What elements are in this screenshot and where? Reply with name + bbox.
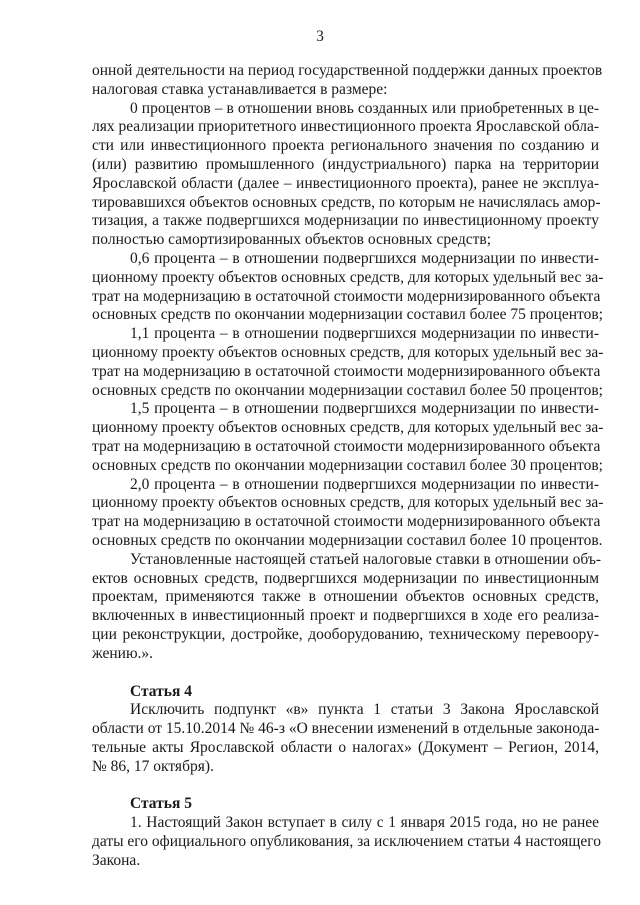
article-4-heading: Статья 4 xyxy=(130,682,192,700)
text-line: тельные акты Ярославской области о налогах» (Документ – Регион, 2014, xyxy=(92,738,599,756)
text-line: 0,6 процента – в отношении подвергшихся модернизации по инвести- xyxy=(130,249,599,267)
text-line: основных средств по окончании модернизации составил более 30 процентов; xyxy=(92,456,603,474)
text-line: 2,0 процента – в отношении подвергшихся модернизации по инвести- xyxy=(130,475,599,493)
text-line: ционному проекту объектов основных средств, для которых удельный вес за- xyxy=(92,494,604,512)
text-line: основных средств по окончании модернизации составил более 10 процентов. xyxy=(92,531,603,549)
text-line: ектов основных средств, подвергшихся модернизации по инвестиционным xyxy=(92,569,599,587)
text-line: Исключить подпункт «в» пункта 1 статьи 3 Закона Ярославской xyxy=(130,701,599,719)
text-line: налоговая ставка устанавливается в размере: xyxy=(92,80,388,98)
text-line: № 86, 17 октября). xyxy=(92,757,214,775)
paragraph xyxy=(92,100,599,250)
text-line: Закона. xyxy=(92,851,141,869)
text-line: ционному проекту объектов основных средств, для которых удельный вес за- xyxy=(92,343,604,361)
text-line: трат на модернизацию в остаточной стоимости модернизированного объекта xyxy=(92,287,601,305)
text-line: основных средств по окончании модернизации составил более 75 процентов; xyxy=(92,306,603,324)
paragraph xyxy=(92,475,604,551)
text-line: тизация, а также подвергшихся модернизации по инвестиционному проекту xyxy=(92,212,599,230)
article-5-text xyxy=(92,814,599,870)
text-line: Установленные настоящей статьей налоговые ставки в отношении объ- xyxy=(130,550,602,568)
text-line: лях реализации приоритетного инвестиционного проекта Ярославской обла- xyxy=(92,118,600,136)
text-line: Ярославской области (далее – инвестиционного проекта), ранее не эксплуа- xyxy=(92,174,599,192)
text-line: 0 процентов – в отношении вновь созданных или приобретенных в це- xyxy=(130,99,599,117)
article-4-text xyxy=(92,701,599,776)
text-line: трат на модернизацию в остаточной стоимости модернизированного объекта xyxy=(92,362,601,380)
paragraph xyxy=(92,62,603,100)
text-line: 1. Настоящий Закон вступает в силу с 1 января 2015 года, но не ранее xyxy=(130,814,599,832)
text-line: ции реконструкции, достройке, дооборудованию, техническому перевоору- xyxy=(92,625,599,643)
text-line: 1,5 процента – в отношении подвергшихся модернизации по инвести- xyxy=(130,400,599,418)
text-line: основных средств по окончании модернизации составил более 50 процентов; xyxy=(92,381,603,399)
text-line: проектам, применяются также в отношении объектов основных средств, xyxy=(92,588,599,606)
text-line: жению.». xyxy=(92,644,154,662)
spacer xyxy=(92,776,599,795)
document-body xyxy=(92,62,604,871)
text-line: включенных в инвестиционный проект и подвергшихся в ходе его реализа- xyxy=(92,607,599,625)
text-line: тировавшихся объектов основных средств, по которым не начислялась амор- xyxy=(92,193,601,211)
article-5-heading: Статья 5 xyxy=(130,795,192,813)
text-line: трат на модернизацию в остаточной стоимости модернизированного объекта xyxy=(92,513,601,531)
text-line: трат на модернизацию в остаточной стоимости модернизированного объекта xyxy=(92,437,601,455)
paragraph xyxy=(92,550,602,664)
text-line: сти или инвестиционного проекта регионального значения по созданию и xyxy=(92,137,599,155)
text-line: 1,1 процента – в отношении подвергшихся модернизации по инвести- xyxy=(130,325,599,343)
spacer xyxy=(92,664,599,683)
paragraph xyxy=(92,400,604,475)
page-number: 3 xyxy=(316,28,324,45)
text-line: (или) развитию промышленного (индустриального) парка на территории xyxy=(92,155,599,173)
text-line: даты его официального опубликования, за исключением статьи 4 настоящего xyxy=(92,833,601,851)
text-line: ционному проекту объектов основных средств, для которых удельный вес за- xyxy=(92,419,604,437)
text-line: полностью самортизированных объектов основных средств; xyxy=(92,231,492,249)
text-line: области от 15.10.2014 № 46-з «О внесении изменений в отдельные законода- xyxy=(92,720,600,738)
text-line: онной деятельности на период государственной поддержки данных проектов xyxy=(92,62,603,79)
text-line: ционному проекту объектов основных средств, для которых удельный вес за- xyxy=(92,268,604,286)
paragraph xyxy=(92,325,604,400)
paragraph xyxy=(92,249,604,325)
